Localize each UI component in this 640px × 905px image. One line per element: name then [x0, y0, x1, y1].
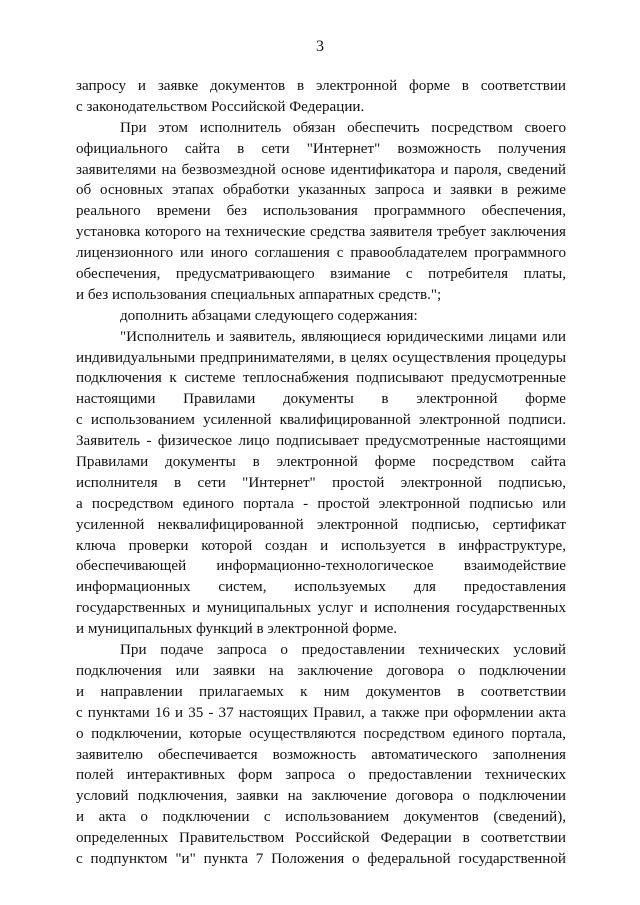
text-line: "Исполнитель и заявитель, являющиеся юридическими лицами или — [120, 328, 566, 345]
text-line: и акта о подключении с использованием документов (сведений), — [76, 809, 566, 826]
text-line: и муниципальных функций в электронной форме. — [76, 621, 398, 638]
text-line: обеспечивающей информационно-технологическое взаимодействие — [76, 558, 566, 575]
text-line: заявителями на безвозмездной основе идентификатора и пароля, сведений — [76, 161, 566, 178]
paragraph — [76, 76, 566, 118]
page-number: 3 — [316, 38, 324, 55]
text-line: полей интерактивных форм запроса о предоставлении технических — [76, 767, 566, 784]
text-line: подключения или заявки на заключение договора о подключении — [76, 662, 566, 679]
text-line: обеспечения, предусматривающего взимание с потребителя платы, — [76, 266, 566, 283]
paragraph — [76, 327, 566, 640]
text-line: реального времени без использования программного обеспечения, — [76, 203, 566, 220]
text-line: лицензионного или иного соглашения с правообладателем программного — [76, 245, 566, 262]
text-line: подключения к системе теплоснабжения подписывают предусмотренные — [76, 370, 566, 387]
text-line: об основных этапах обработки указанных запроса и заявки в режиме — [76, 182, 566, 199]
text-line: заявителю обеспечивается возможность автоматического заполнения — [76, 746, 566, 763]
text-line: При этом исполнитель обязан обеспечить посредством своего — [120, 119, 566, 136]
text-line: Заявитель - физическое лицо подписывает предусмотренные настоящими — [76, 433, 566, 450]
text-line: определенных Правительством Российской Федерации в соответствии — [76, 830, 566, 847]
text-line: Правилами документы в электронной форме посредством сайта — [76, 454, 566, 471]
text-line: государственных и муниципальных услуг и исполнения государственных — [76, 600, 566, 617]
text-line: и без использования специальных аппаратных средств."; — [76, 286, 442, 303]
paragraph — [76, 118, 566, 306]
text-line: с подпунктом "и" пункта 7 Положения о федеральной государственной — [76, 850, 566, 867]
text-line: с использованием усиленной квалифицированной электронной подписи. — [76, 412, 566, 429]
text-line: официального сайта в сети "Интернет" возможность получения — [76, 140, 566, 157]
text-line: дополнить абзацами следующего содержания: — [120, 307, 418, 324]
text-line: исполнителя в сети "Интернет" простой электронной подписью, — [76, 474, 566, 491]
paragraph — [76, 640, 566, 870]
text-line: информационных систем, используемых для предоставления — [76, 579, 566, 596]
text-line: усиленной неквалифицированной электронной подписью, сертификат — [76, 516, 566, 533]
text-line: с пунктами 16 и 35 - 37 настоящих Правил, а также при оформлении акта — [76, 704, 566, 721]
text-line: При подаче запроса о предоставлении технических условий — [120, 642, 566, 659]
text-line: а посредством единого портала - простой электронной подписью или — [76, 495, 566, 512]
text-line: индивидуальными предпринимателями, в целях осуществления процедуры — [76, 349, 566, 366]
paragraph — [76, 306, 566, 327]
text-line: ключа проверки которой создан и используется в инфраструктуре, — [76, 537, 566, 554]
text-line: запросу и заявке документов в электронной форме в соответствии — [76, 78, 566, 94]
text-line: с законодательством Российской Федерации. — [76, 98, 365, 115]
text-line: о подключении, которые осуществляются посредством единого портала, — [76, 725, 566, 742]
document-body — [76, 76, 566, 870]
text-line: настоящими Правилами документы в электронной форме — [76, 391, 566, 408]
text-line: и направлении прилагаемых к ним документов в соответствии — [76, 683, 566, 700]
text-line: условий подключения, заявки на заключение договора о подключении — [76, 788, 566, 805]
text-line: установка которого на технические средства заявителя требует заключения — [76, 224, 566, 241]
